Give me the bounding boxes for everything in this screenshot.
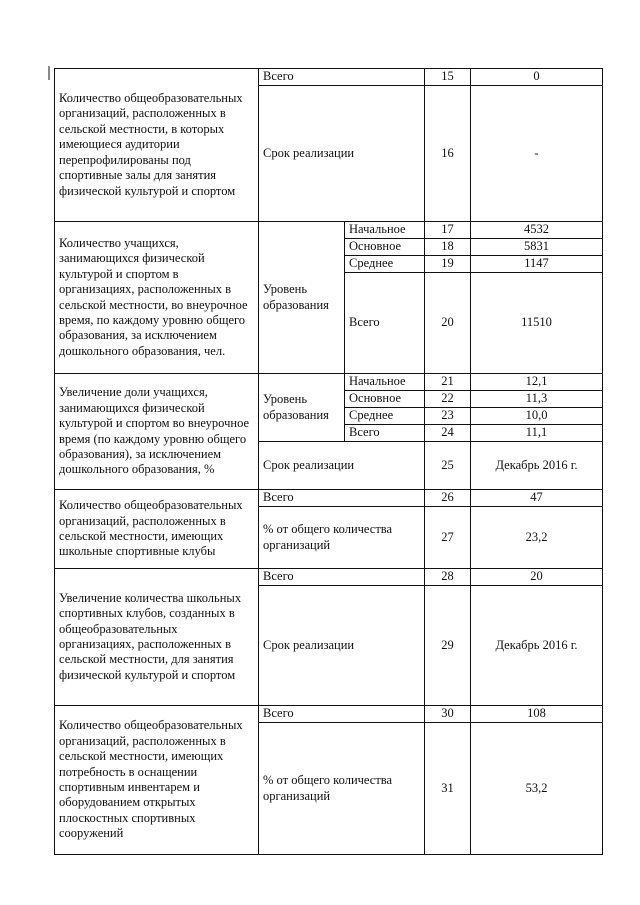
row-number: 30: [425, 706, 471, 723]
row-number: 18: [425, 239, 471, 256]
indicator-cell: Увеличение количества школьных спортивных клубов, созданных в общеобразовательных организациях, расположенных в сельской местности, для занятия физической культурой и спортом: [55, 569, 259, 706]
row-value: 23,2: [471, 507, 603, 569]
sub-label: Всего: [259, 569, 425, 586]
row-value: 12,1: [471, 374, 603, 391]
sub-label: Срок реализации: [259, 442, 425, 490]
row-value: 11,1: [471, 425, 603, 442]
row-value: 4532: [471, 222, 603, 239]
sub-label: Всего: [345, 425, 425, 442]
row-number: 23: [425, 408, 471, 425]
sub-label: Среднее: [345, 256, 425, 273]
table-row: [55, 69, 603, 86]
row-value: 53,2: [471, 723, 603, 855]
sub-label: Среднее: [345, 408, 425, 425]
row-value: 47: [471, 490, 603, 507]
row-value: 108: [471, 706, 603, 723]
sub-label: % от общего количества организаций: [259, 507, 425, 569]
row-value: 5831: [471, 239, 603, 256]
margin-mark: [48, 66, 50, 80]
row-number: 15: [425, 69, 471, 86]
row-number: 25: [425, 442, 471, 490]
indicator-cell: Количество общеобразовательных организаций, расположенных в сельской местности, имеющих потребность в оснащении спортивным инвентарем и оборудованием открытых плоскостных спортивных сооружений: [55, 706, 259, 855]
sub-label: Начальное: [345, 222, 425, 239]
row-number: 21: [425, 374, 471, 391]
row-number: 19: [425, 256, 471, 273]
row-value: 0: [471, 69, 603, 86]
group-label: Уровень образования: [259, 222, 345, 374]
sub-label: Основное: [345, 239, 425, 256]
table-row: [55, 374, 603, 391]
indicators-table: [54, 68, 603, 855]
row-value: 11510: [471, 273, 603, 374]
indicator-cell: Количество общеобразовательных организаций, расположенных в сельской местности, имеющих школьные спортивные клубы: [55, 490, 259, 569]
group-label: Уровень образования: [259, 374, 345, 442]
table-row: [55, 706, 603, 723]
table-row: [55, 569, 603, 586]
row-value: 11,3: [471, 391, 603, 408]
row-number: 20: [425, 273, 471, 374]
table-row: [55, 222, 603, 239]
table-row: [55, 490, 603, 507]
row-value: -: [471, 86, 603, 222]
row-value: 20: [471, 569, 603, 586]
indicator-cell: Количество общеобразовательных организаций, расположенных в сельской местности, в которых имеющиеся аудитории перепрофилированы под спортивные залы для занятия физической культурой и спортом: [55, 69, 259, 222]
row-number: 28: [425, 569, 471, 586]
row-value: Декабрь 2016 г.: [471, 442, 603, 490]
row-value: 1147: [471, 256, 603, 273]
row-number: 29: [425, 586, 471, 706]
row-value: 10,0: [471, 408, 603, 425]
row-number: 31: [425, 723, 471, 855]
sub-label: Всего: [259, 706, 425, 723]
row-number: 24: [425, 425, 471, 442]
row-number: 17: [425, 222, 471, 239]
sub-label: Начальное: [345, 374, 425, 391]
sub-label: % от общего количества организаций: [259, 723, 425, 855]
row-number: 16: [425, 86, 471, 222]
sub-label: Всего: [259, 69, 425, 86]
sub-label: Всего: [259, 490, 425, 507]
row-number: 26: [425, 490, 471, 507]
sub-label: Срок реализации: [259, 86, 425, 222]
sub-label: Основное: [345, 391, 425, 408]
sub-label: Всего: [345, 273, 425, 374]
indicator-cell: Количество учащихся, занимающихся физической культурой и спортом в организациях, расположенных в сельской местности, во внеурочное время, по каждому уровню общего образования, за исключением дошкольного образования, чел.: [55, 222, 259, 374]
row-value: Декабрь 2016 г.: [471, 586, 603, 706]
indicator-cell: Увеличение доли учащихся, занимающихся физической культурой и спортом во внеурочное время (по каждому уровню общего образования), за исключением дошкольного образования, %: [55, 374, 259, 490]
row-number: 22: [425, 391, 471, 408]
sub-label: Срок реализации: [259, 586, 425, 706]
row-number: 27: [425, 507, 471, 569]
